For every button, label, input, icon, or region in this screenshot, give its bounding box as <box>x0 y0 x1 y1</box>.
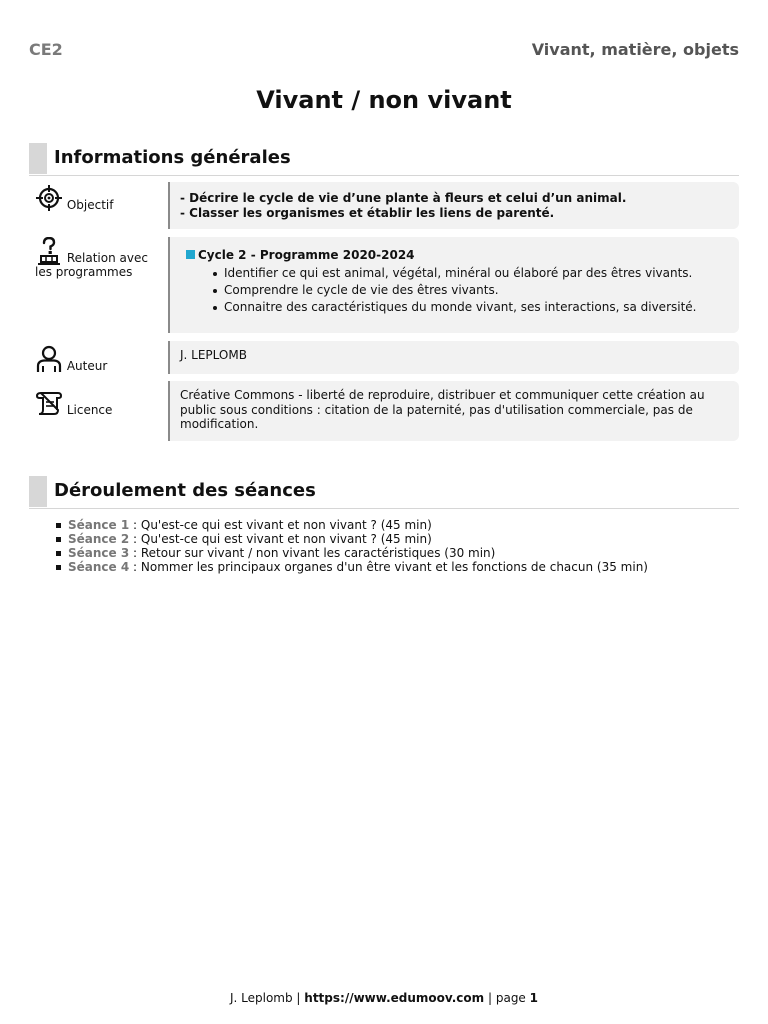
class-level: CE2 <box>29 40 63 59</box>
seance-item <box>55 560 648 574</box>
objectif-line: - Décrire le cycle de vie d’une plante à fleurs et celui d’un animal. <box>180 191 627 205</box>
list-item: Identifier ce qui est animal, végétal, minéral ou élaboré par des êtres vivants. <box>224 266 729 281</box>
seance-item <box>55 518 648 532</box>
objectif-box <box>168 182 739 229</box>
list-item: Comprendre le cycle de vie des êtres vivants. <box>224 283 729 298</box>
objectif-line: - Classer les organismes et établir les liens de parenté. <box>180 205 555 220</box>
scroll-icon <box>35 389 63 417</box>
info-row-auteur <box>29 341 739 374</box>
footer-author: J. Leplomb <box>229 991 293 1005</box>
seance-label: Séance 1 <box>68 518 130 532</box>
info-row-programmes <box>29 237 739 333</box>
cycle-title-text: Cycle 2 - Programme 2020-2024 <box>198 248 415 262</box>
info-row-licence <box>29 381 739 441</box>
footer-page-number: 1 <box>529 991 538 1005</box>
objectif-label: Objectif <box>66 198 114 212</box>
licence-label: Licence <box>66 403 113 417</box>
page-header <box>29 40 739 62</box>
objectif-label-group <box>35 184 165 212</box>
section-deroulement-title: Déroulement des séances <box>54 480 316 501</box>
section-info-header <box>29 143 739 176</box>
page-title: Vivant / non vivant <box>256 86 512 114</box>
section-deroulement-header <box>29 476 739 509</box>
seance-item <box>55 532 648 546</box>
section-marker <box>29 143 47 174</box>
question-podium-icon <box>35 237 63 265</box>
auteur-label-group <box>35 345 165 373</box>
section-marker <box>29 476 47 507</box>
seance-label: Séance 3 <box>68 546 130 560</box>
programmes-label: Relation avec les programmes <box>35 251 148 279</box>
footer-separator: | <box>484 991 496 1005</box>
cycle-title <box>180 248 729 263</box>
auteur-value: J. LEPLOMB <box>180 348 247 362</box>
programmes-box <box>168 237 739 333</box>
footer-url[interactable]: https://www.edumoov.com <box>304 991 485 1005</box>
seance-text: : Qu'est-ce qui est vivant et non vivant ? (45 min) <box>129 518 432 532</box>
seances-list <box>55 518 648 574</box>
section-info-title: Informations générales <box>54 147 291 168</box>
list-item: Connaitre des caractéristiques du monde vivant, ses interactions, sa diversité. <box>224 300 729 315</box>
licence-label-group <box>35 389 165 417</box>
seance-text: : Qu'est-ce qui est vivant et non vivant ? (45 min) <box>129 532 432 546</box>
target-icon <box>35 184 63 212</box>
programmes-label-group <box>35 237 165 279</box>
footer-separator: | <box>292 991 305 1005</box>
page-footer <box>0 991 768 1005</box>
programme-list <box>180 266 729 315</box>
auteur-box <box>168 341 739 374</box>
cycle-marker <box>186 250 195 259</box>
subject-domain: Vivant, matière, objets <box>531 40 739 59</box>
seance-text: : Nommer les principaux organes d'un être vivant et les fonctions de chacun (35 min) <box>129 560 648 574</box>
seance-item <box>55 546 648 560</box>
auteur-label: Auteur <box>66 359 108 373</box>
info-row-objectif <box>29 182 739 229</box>
licence-box <box>168 381 739 441</box>
seance-text: : Retour sur vivant / non vivant les caractéristiques (30 min) <box>129 546 496 560</box>
seance-label: Séance 4 <box>68 560 130 574</box>
licence-value: Créative Commons - liberté de reproduire, distribuer et communiquer cette création au public sous conditions : citation de la paternité, pas d'utilisation commerciale, pas de modification. <box>180 388 705 431</box>
footer-page-label: page <box>495 991 530 1005</box>
seance-label: Séance 2 <box>68 532 130 546</box>
person-icon <box>35 345 63 373</box>
